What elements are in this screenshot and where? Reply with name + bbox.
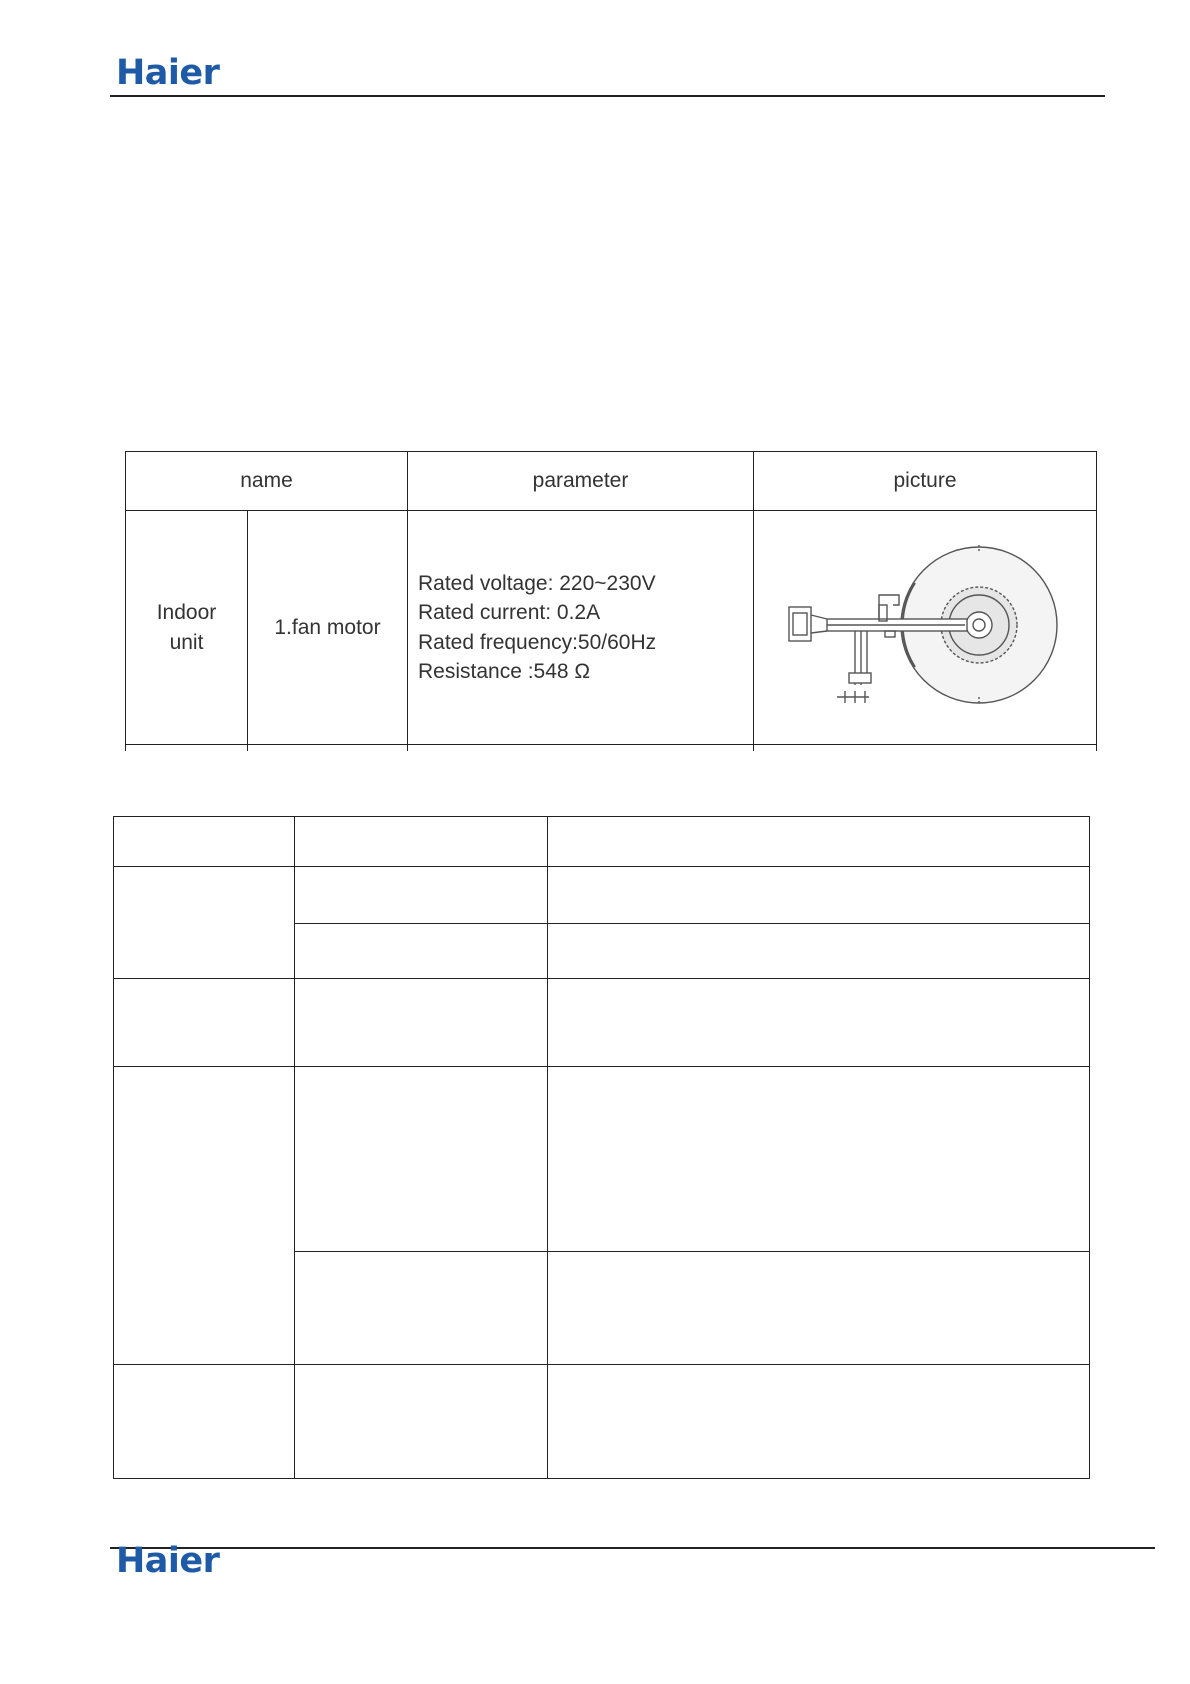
blank-cell [548, 979, 1090, 1067]
picture-cell [754, 511, 1097, 745]
param-rated-voltage: Rated voltage: 220~230V [418, 571, 656, 595]
haier-logo-header: Haier [116, 53, 220, 93]
header-picture: picture [754, 452, 1097, 511]
blank-table-row [114, 1365, 1090, 1479]
header-parameter: parameter [408, 452, 754, 511]
group-label-line1: Indoor [156, 600, 217, 624]
header-rule [110, 95, 1105, 97]
parts-table-header-row [126, 452, 1097, 511]
haier-logo-footer: Haier [116, 1541, 220, 1581]
blank-cell [548, 1252, 1090, 1365]
blank-cell [295, 979, 548, 1067]
parts-table-continuation [126, 745, 1097, 752]
part-name-cell: 1.fan motor [248, 511, 408, 745]
blank-cell [295, 817, 548, 867]
header-name: name [126, 452, 408, 511]
blank-cell [295, 867, 548, 924]
group-label-line2: unit [169, 630, 204, 654]
param-rated-current: Rated current: 0.2A [418, 601, 601, 624]
parameter-cell [408, 511, 754, 745]
fan-motor-drawing-icon [775, 535, 1075, 715]
blank-cell [114, 867, 295, 979]
parts-table [125, 451, 1097, 751]
blank-cell [295, 924, 548, 979]
blank-cell [114, 979, 295, 1067]
blank-cell [548, 924, 1090, 979]
param-resistance: Resistance :548 Ω [418, 660, 591, 683]
blank-table-row [114, 979, 1090, 1067]
blank-cell [295, 1252, 548, 1365]
blank-cell [548, 817, 1090, 867]
blank-cell [114, 1365, 295, 1479]
blank-table [113, 816, 1090, 1479]
blank-table-row [114, 1067, 1090, 1252]
blank-cell [114, 1067, 295, 1365]
blank-table-header-row [114, 817, 1090, 867]
parts-table-row [126, 511, 1097, 745]
blank-table-row [114, 867, 1090, 924]
blank-cell [548, 1067, 1090, 1252]
footer-rule [110, 1547, 1155, 1549]
blank-cell [548, 867, 1090, 924]
blank-cell [295, 1365, 548, 1479]
blank-cell [295, 1067, 548, 1252]
group-cell [126, 511, 248, 745]
blank-cell [548, 1365, 1090, 1479]
param-rated-frequency: Rated frequency:50/60Hz [418, 630, 657, 654]
blank-cell [114, 817, 295, 867]
